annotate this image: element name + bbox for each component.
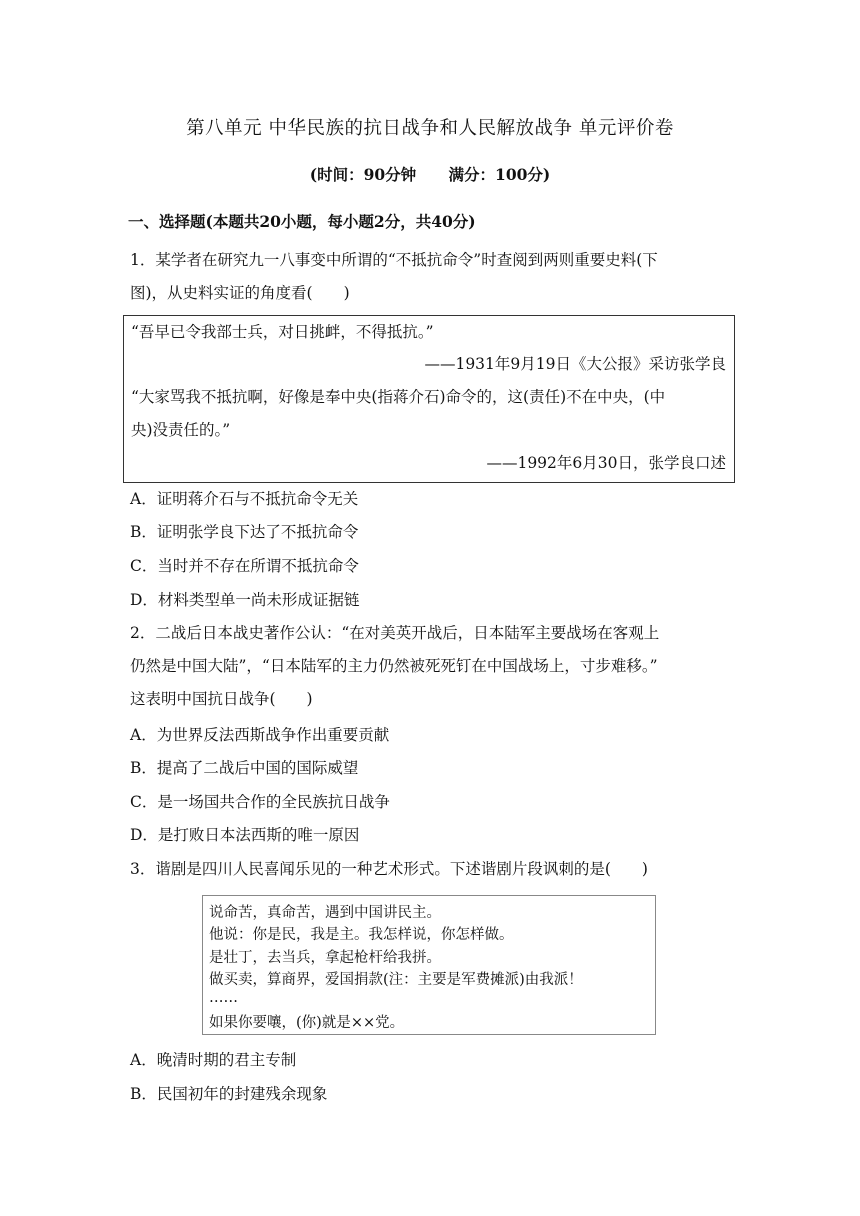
q1-quote1: “吾早已令我部士兵，对日挑衅，不得抵抗。” bbox=[131, 323, 434, 341]
q2-option-b[interactable]: B．提高了二战后中国的国际威望 bbox=[130, 759, 359, 777]
q1-quote2-line1: “大家骂我不抵抗啊，好像是奉中央(指蒋介石)命令的，这(责任)不在中央，(中 bbox=[131, 388, 666, 406]
q1-option-c[interactable]: C．当时并不存在所谓不抵抗命令 bbox=[130, 557, 359, 575]
q2-option-c[interactable]: C．是一场国共合作的全民族抗日战争 bbox=[130, 793, 390, 811]
q3-material-line: …… bbox=[209, 990, 238, 1006]
q1-source2: ——1992年6月30日，张学良口述 bbox=[486, 454, 726, 472]
q1-source1: ——1931年9月19日《大公报》采访张学良 bbox=[424, 355, 726, 373]
q2-option-d[interactable]: D．是打败日本法西斯的唯一原因 bbox=[130, 826, 360, 844]
q3-material-line: 说命苦，真命苦，遇到中国讲民主。 bbox=[209, 905, 441, 921]
q3-option-b[interactable]: B．民国初年的封建残余现象 bbox=[130, 1085, 328, 1103]
section-heading: 一、选择题(本题共20小题，每小题2分，共40分) bbox=[128, 212, 476, 231]
q2-option-a[interactable]: A．为世界反法西斯战争作出重要贡献 bbox=[130, 726, 390, 744]
q2-stem-line1: 2．二战后日本战史著作公认：“在对美英开战后，日本陆军主要战场在客观上 bbox=[130, 624, 660, 642]
q1-stem-line2: 图)，从史料实证的角度看( ) bbox=[130, 284, 350, 302]
q1-option-b[interactable]: B．证明张学良下达了不抵抗命令 bbox=[130, 523, 359, 541]
q3-material-line: 做买卖，算商界，爱国捐款(注：主要是军费摊派)由我派！ bbox=[209, 972, 583, 988]
q1-option-a[interactable]: A．证明蒋介石与不抵抗命令无关 bbox=[130, 490, 359, 508]
q3-material-box bbox=[202, 895, 656, 1035]
page-title: 第八单元 中华民族的抗日战争和人民解放战争 单元评价卷 bbox=[186, 118, 674, 139]
q3-material-line: 如果你要嚷，(你)就是××党。 bbox=[209, 1015, 405, 1031]
exam-meta: (时间：90分钟 满分：100分) bbox=[309, 165, 551, 184]
q3-stem: 3．谐剧是四川人民喜闻乐见的一种艺术形式。下述谐剧片段讽刺的是( ) bbox=[130, 860, 648, 878]
q2-stem-line2: 仍然是中国大陆”，“日本陆军的主力仍然被死死钉在中国战场上，寸步难移。” bbox=[130, 657, 658, 675]
q3-option-a[interactable]: A．晚清时期的君主专制 bbox=[130, 1051, 297, 1069]
q3-material-line: 他说：你是民，我是主。我怎样说，你怎样做。 bbox=[209, 927, 514, 943]
q3-material-line: 是壮丁，去当兵，拿起枪杆给我拼。 bbox=[209, 950, 441, 966]
q1-quote2-line2: 央)没责任的。” bbox=[131, 421, 231, 439]
q1-option-d[interactable]: D．材料类型单一尚未形成证据链 bbox=[130, 591, 360, 609]
q1-stem-line1: 1．某学者在研究九一八事变中所谓的“不抵抗命令”时查阅到两则重要史料(下 bbox=[130, 251, 658, 269]
q2-stem-line3: 这表明中国抗日战争( ) bbox=[130, 690, 313, 708]
q1-material-box bbox=[123, 315, 735, 483]
